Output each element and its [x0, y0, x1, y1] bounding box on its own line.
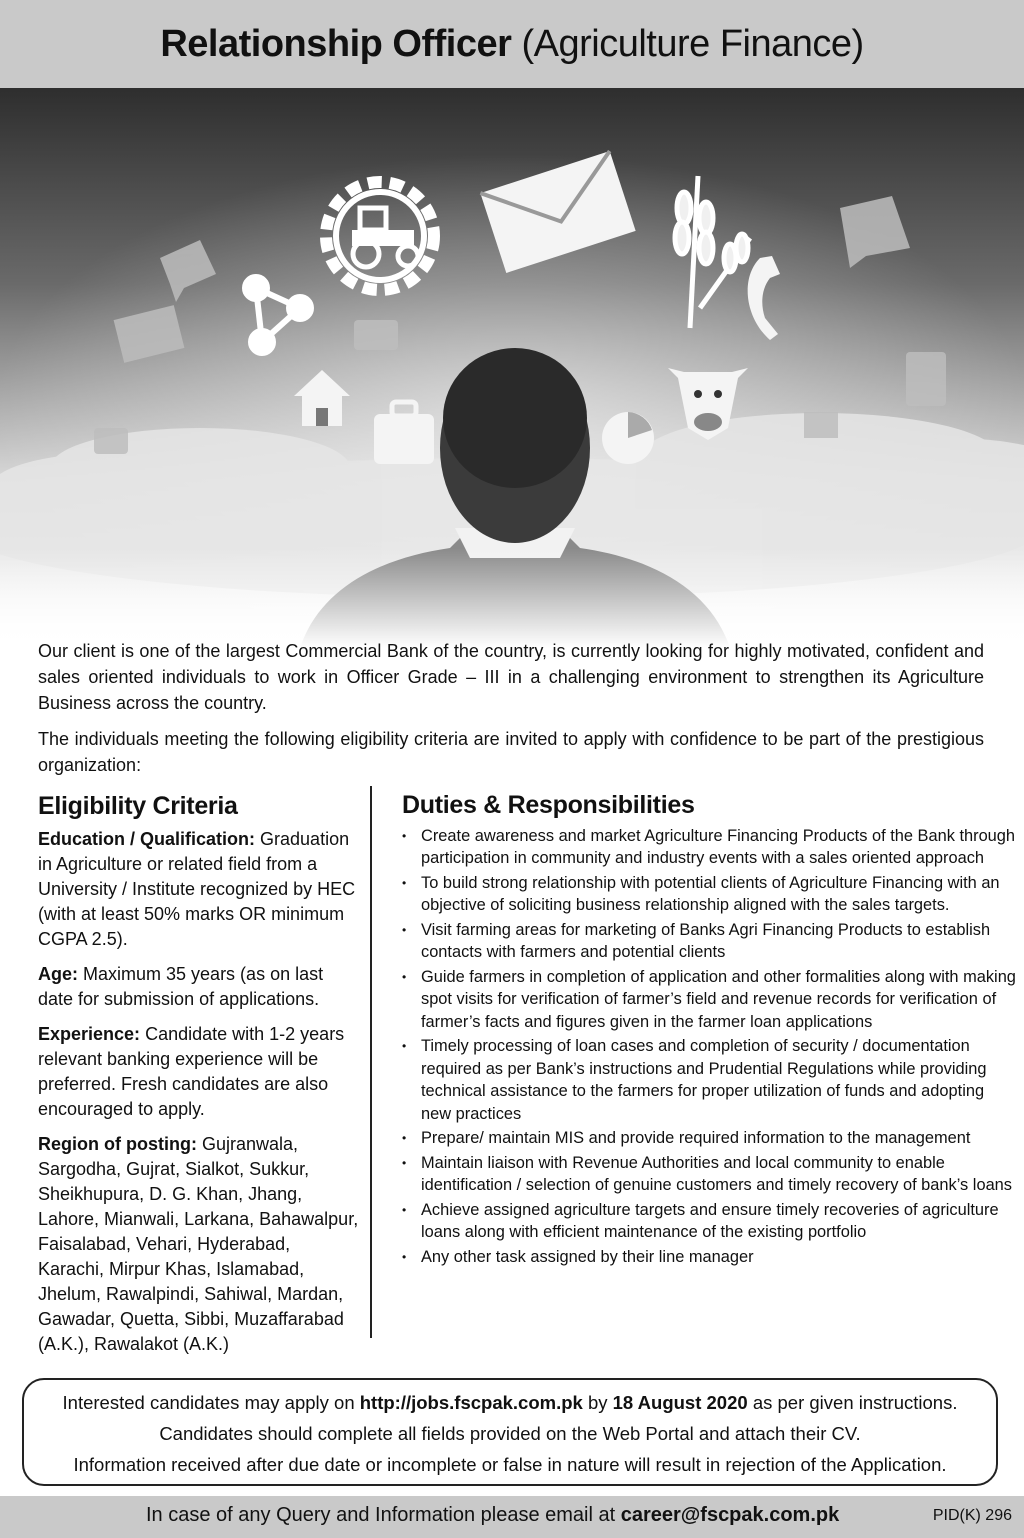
eligibility-section: [38, 794, 360, 1367]
duties-section: [402, 791, 1016, 1270]
apply-text-mid: by: [587, 1392, 608, 1413]
mail-icon-right: [804, 412, 838, 438]
contact-email-link[interactable]: career@fscpak.com.pk: [620, 1504, 840, 1526]
title-bar: [0, 0, 1024, 88]
age-label: Age:: [38, 964, 78, 984]
footer-text: In case of any Query and Information please email at: [146, 1504, 616, 1526]
age-text: Maximum 35 years (as on last date for submission of applications.: [38, 964, 324, 1009]
hero-image: [0, 88, 1024, 648]
experience-criteria: [38, 1022, 360, 1122]
hero-illustration: [0, 88, 1024, 648]
intro-paragraph-1: Our client is one of the largest Commercial Bank of the country, is currently looking for highly motivated, confident and sales oriented individuals to work in Officer Grade – III in a challenging environment to strengthen its Agriculture Business across the country.: [38, 641, 984, 713]
list-item: • Maintain liaison with Revenue Authorities and local community to enable identification / selection of genuine customers and timely recovery of bank’s loans: [402, 1152, 1016, 1197]
pid-code: PID(K) 296: [932, 1507, 1012, 1524]
region-criteria: [38, 1132, 360, 1357]
apply-instructions: [22, 1378, 998, 1486]
apply-line-2: Candidates should complete all fields provided on the Web Portal and attach their CV.: [159, 1423, 861, 1444]
pie-chart-icon: [602, 412, 654, 464]
apply-line-1: [24, 1387, 996, 1418]
experience-text: Candidate with 1-2 years relevant banking experience will be preferred. Fresh candidates are also encouraged to apply.: [38, 1024, 345, 1119]
eligibility-heading: Eligibility Criteria: [38, 792, 238, 820]
footer-contact: [146, 1504, 839, 1527]
title-subtitle: (Agriculture Finance): [521, 22, 864, 65]
list-item: • Timely processing of loan cases and completion of security / documentation required as per Bank’s instructions and Prudential Regulations while providing technical assistance to the farmers for proper utilization of funds and adopting new practices: [402, 1035, 1016, 1125]
apply-deadline: 18 August 2020: [612, 1392, 748, 1413]
puzzle-icon-right: [906, 352, 946, 406]
duties-list: [402, 825, 1016, 1269]
region-text: Gujranwala, Sargodha, Gujrat, Sialkot, Sukkur, Sheikhupura, D. G. Khan, Jhang, Lahore, Mianwali, Larkana, Bahawalpur, Faisalabad, Vehari, Hyderabad, Karachi, Mirpur Khas, Islamabad, Jhelum, Rawalpindi, Sahiwal, Mardan, Gawadar, Quetta, Sibbi, Muzaffarabad (A.K.), Rawalakot (A.K.): [38, 1134, 359, 1354]
list-item: • Guide farmers in completion of application and other formalities along with making spot visits for verification of farmer’s field and revenue records for verification of farmer’s facts and figures given in the farmer loan applications: [402, 966, 1016, 1034]
list-item: • Create awareness and market Agriculture Financing Products of the Bank through participation in community and industry events with a sales oriented approach: [402, 825, 1016, 870]
apply-url-link[interactable]: http://jobs.fscpak.com.pk: [359, 1392, 583, 1413]
education-criteria: [38, 827, 360, 952]
intro-section: [38, 638, 984, 788]
list-item: • Visit farming areas for marketing of Banks Agri Financing Products to establish contacts with farmers and potential clients: [402, 919, 1016, 964]
puzzle-icon: [354, 320, 398, 350]
list-item: • Prepare/ maintain MIS and provide required information to the management: [402, 1127, 1016, 1150]
list-item: • Any other task assigned by their line manager: [402, 1246, 1016, 1269]
list-item: • Achieve assigned agriculture targets and ensure timely recoveries of agriculture loans along with efficient maintenance of the existing portfolio: [402, 1199, 1016, 1244]
intro-paragraph-2: The individuals meeting the following eligibility criteria are invited to apply with confidence to be part of the prestigious organization:: [38, 729, 984, 775]
apply-line-3: Information received after due date or incomplete or false in nature will result in rejection of the Application.: [73, 1454, 947, 1475]
education-text: Graduation in Agriculture or related field from a University / Institute recognized by HEC (with at least 50% marks OR minimum CGPA 2.5).: [38, 829, 356, 949]
footer-bar: [0, 1496, 1024, 1538]
region-label: Region of posting:: [38, 1134, 197, 1154]
apply-text-pre: Interested candidates may apply on: [62, 1392, 355, 1413]
page-title: [160, 23, 863, 66]
experience-label: Experience:: [38, 1024, 141, 1044]
age-criteria: [38, 962, 360, 1012]
puzzle-icon-left: [94, 428, 128, 454]
title-bold: Relationship Officer: [160, 22, 512, 65]
education-label: Education / Qualification:: [38, 829, 256, 849]
column-divider: [370, 786, 372, 1338]
apply-text-post: as per given instructions.: [752, 1392, 958, 1413]
duties-heading: Duties & Responsibilities: [402, 791, 695, 819]
list-item: • To build strong relationship with potential clients of Agriculture Financing with an objective of soliciting business relationship aligned with the sales targets.: [402, 872, 1016, 917]
